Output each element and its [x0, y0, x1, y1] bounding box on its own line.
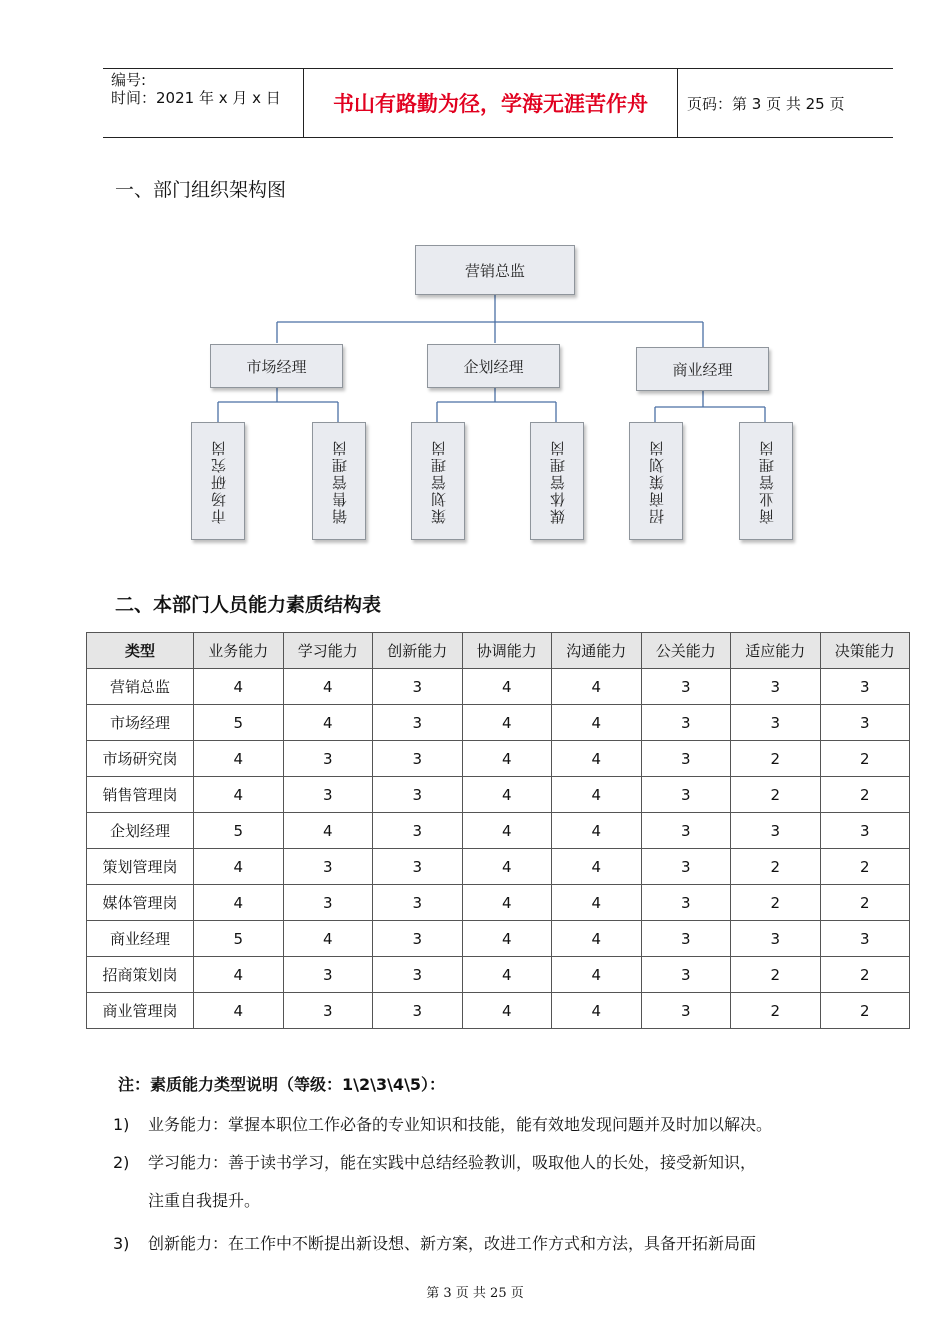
table-cell: 3: [820, 813, 910, 849]
table-row: [87, 921, 910, 957]
table-row: [87, 957, 910, 993]
org-node-leaf: [191, 422, 245, 540]
table-cell: 3: [283, 957, 373, 993]
table-cell: 4: [552, 849, 642, 885]
section2-title: 二、本部门人员能力素质结构表: [115, 594, 382, 616]
table-cell: 4: [462, 813, 552, 849]
table-cell: 4: [462, 885, 552, 921]
table-cell: 4: [194, 993, 284, 1029]
table-cell: 4: [194, 669, 284, 705]
table-cell: 3: [373, 849, 463, 885]
table-cell: 3: [641, 705, 731, 741]
org-node-leaf: [530, 422, 584, 540]
table-cell: 4: [552, 957, 642, 993]
table-header-cell: 学习能力: [283, 633, 373, 669]
table-cell: 4: [194, 957, 284, 993]
table-cell: 3: [373, 885, 463, 921]
org-leaf-label: 策划管理岗: [429, 438, 448, 524]
table-cell: 3: [373, 993, 463, 1029]
table-cell: 3: [641, 777, 731, 813]
row-label-cell: 策划管理岗: [87, 849, 194, 885]
table-cell: 4: [552, 669, 642, 705]
table-cell: 3: [731, 813, 821, 849]
row-label-cell: 市场研究岗: [87, 741, 194, 777]
table-cell: 2: [820, 885, 910, 921]
org-node-leaf: [629, 422, 683, 540]
table-cell: 3: [283, 741, 373, 777]
table-cell: 3: [641, 741, 731, 777]
org-leaf-label: 市场研究岗: [209, 438, 228, 524]
table-cell: 2: [731, 993, 821, 1029]
note-text: 业务能力：掌握本职位工作必备的专业知识和技能，能有效地发现问题并及时加以解决。: [148, 1115, 773, 1134]
motto: 书山有路勤为径，学海无涯苦作舟: [333, 92, 648, 116]
row-label-cell: 商业经理: [87, 921, 194, 957]
table-cell: 3: [373, 705, 463, 741]
table-header-cell: 适应能力: [731, 633, 821, 669]
table-cell: 4: [552, 885, 642, 921]
org-node-market-manager: 市场经理: [210, 344, 343, 388]
row-label-cell: 商业管理岗: [87, 993, 194, 1029]
table-header-cell: 决策能力: [820, 633, 910, 669]
table-cell: 4: [552, 705, 642, 741]
org-leaf-label: 销售管理岗: [330, 438, 349, 524]
table-cell: 4: [194, 849, 284, 885]
table-header-cell: 协调能力: [462, 633, 552, 669]
table-cell: 4: [283, 813, 373, 849]
table-cell: 4: [462, 849, 552, 885]
table-cell: 2: [731, 777, 821, 813]
table-cell: 2: [820, 777, 910, 813]
table-cell: 4: [194, 885, 284, 921]
table-cell: 4: [462, 957, 552, 993]
note-text: 创新能力：在工作中不断提出新设想、新方案，改进工作方式和方法，具备开拓新局面: [148, 1234, 757, 1253]
table-cell: 4: [552, 993, 642, 1029]
table-row: [87, 669, 910, 705]
table-header-cell: 沟通能力: [552, 633, 642, 669]
page-footer: 第 3 页 共 25 页: [426, 1286, 524, 1301]
table-cell: 3: [373, 669, 463, 705]
note-text: 学习能力：善于读书学习，能在实践中总结经验教训，吸取他人的长处，接受新知识，: [148, 1153, 757, 1172]
table-cell: 4: [462, 741, 552, 777]
page-label: 页码：第 3 页 共 25 页: [687, 94, 845, 113]
org-node-commerce-manager: 商业经理: [636, 347, 769, 391]
table-cell: 4: [462, 705, 552, 741]
table-header-row: [87, 633, 910, 669]
org-leaf-label: 媒体管理岗: [548, 438, 567, 524]
table-row: [87, 849, 910, 885]
table-cell: 3: [283, 993, 373, 1029]
org-leaf-label: 商业管理岗: [757, 438, 776, 524]
table-cell: 4: [552, 813, 642, 849]
row-label-cell: 媒体管理岗: [87, 885, 194, 921]
table-row: [87, 705, 910, 741]
table-cell: 4: [194, 777, 284, 813]
org-node-leaf: [411, 422, 465, 540]
table-cell: 4: [462, 777, 552, 813]
org-node-leaf: [739, 422, 793, 540]
table-cell: 3: [731, 705, 821, 741]
section1-title: 一、部门组织架构图: [115, 179, 287, 201]
org-node-root: 营销总监: [415, 245, 575, 295]
notes-title: 注：素质能力类型说明（等级：1\2\3\4\5）：: [118, 1075, 446, 1094]
page-header: [103, 68, 893, 138]
table-header-cell: 类型: [87, 633, 194, 669]
row-label-cell: 市场经理: [87, 705, 194, 741]
row-label-cell: 营销总监: [87, 669, 194, 705]
note-number: 2): [113, 1153, 130, 1172]
header-meta: [111, 71, 303, 107]
table-row: [87, 741, 910, 777]
table-cell: 3: [731, 669, 821, 705]
table-cell: 3: [373, 777, 463, 813]
table-cell: 2: [820, 741, 910, 777]
table-cell: 4: [194, 741, 284, 777]
time-label: 时间：2021 年 x 月 x 日: [111, 89, 281, 107]
table-cell: 4: [552, 741, 642, 777]
table-cell: 3: [283, 885, 373, 921]
table-cell: 3: [283, 777, 373, 813]
table-cell: 3: [820, 705, 910, 741]
table-cell: 3: [641, 885, 731, 921]
note-number: 1): [113, 1115, 130, 1134]
table-cell: 3: [641, 813, 731, 849]
number-label: 编号:: [111, 71, 147, 89]
table-cell: 3: [731, 921, 821, 957]
table-cell: 3: [373, 813, 463, 849]
table-cell: 3: [641, 993, 731, 1029]
header-divider: [677, 69, 678, 137]
table-cell: 4: [283, 921, 373, 957]
table-cell: 3: [641, 849, 731, 885]
table-cell: 3: [373, 957, 463, 993]
table-cell: 3: [641, 669, 731, 705]
row-label-cell: 招商策划岗: [87, 957, 194, 993]
table-cell: 5: [194, 921, 284, 957]
table-cell: 2: [820, 957, 910, 993]
table-cell: 4: [283, 705, 373, 741]
table-cell: 4: [552, 777, 642, 813]
competency-table: [86, 632, 910, 1029]
table-cell: 5: [194, 705, 284, 741]
table-cell: 2: [731, 885, 821, 921]
table-cell: 2: [731, 741, 821, 777]
table-header-cell: 创新能力: [373, 633, 463, 669]
table-cell: 4: [462, 921, 552, 957]
table-cell: 4: [462, 669, 552, 705]
note-text: 注重自我提升。: [148, 1191, 261, 1210]
table-cell: 4: [462, 993, 552, 1029]
table-cell: 3: [641, 921, 731, 957]
table-cell: 3: [641, 957, 731, 993]
table-cell: 4: [283, 669, 373, 705]
table-header-cell: 业务能力: [194, 633, 284, 669]
table-row: [87, 777, 910, 813]
row-label-cell: 企划经理: [87, 813, 194, 849]
table-row: [87, 813, 910, 849]
table-cell: 2: [731, 849, 821, 885]
note-number: 3): [113, 1234, 130, 1253]
table-cell: 3: [373, 741, 463, 777]
table-cell: 5: [194, 813, 284, 849]
table-cell: 3: [820, 921, 910, 957]
org-node-leaf: [312, 422, 366, 540]
table-cell: 2: [820, 849, 910, 885]
table-cell: 2: [820, 993, 910, 1029]
org-leaf-label: 招商策划岗: [647, 438, 666, 524]
table-cell: 3: [820, 669, 910, 705]
table-row: [87, 993, 910, 1029]
row-label-cell: 销售管理岗: [87, 777, 194, 813]
table-header-cell: 公关能力: [641, 633, 731, 669]
table-cell: 3: [373, 921, 463, 957]
table-cell: 3: [283, 849, 373, 885]
org-node-planning-manager: 企划经理: [427, 344, 560, 388]
table-cell: 4: [552, 921, 642, 957]
table-row: [87, 885, 910, 921]
table-cell: 2: [731, 957, 821, 993]
